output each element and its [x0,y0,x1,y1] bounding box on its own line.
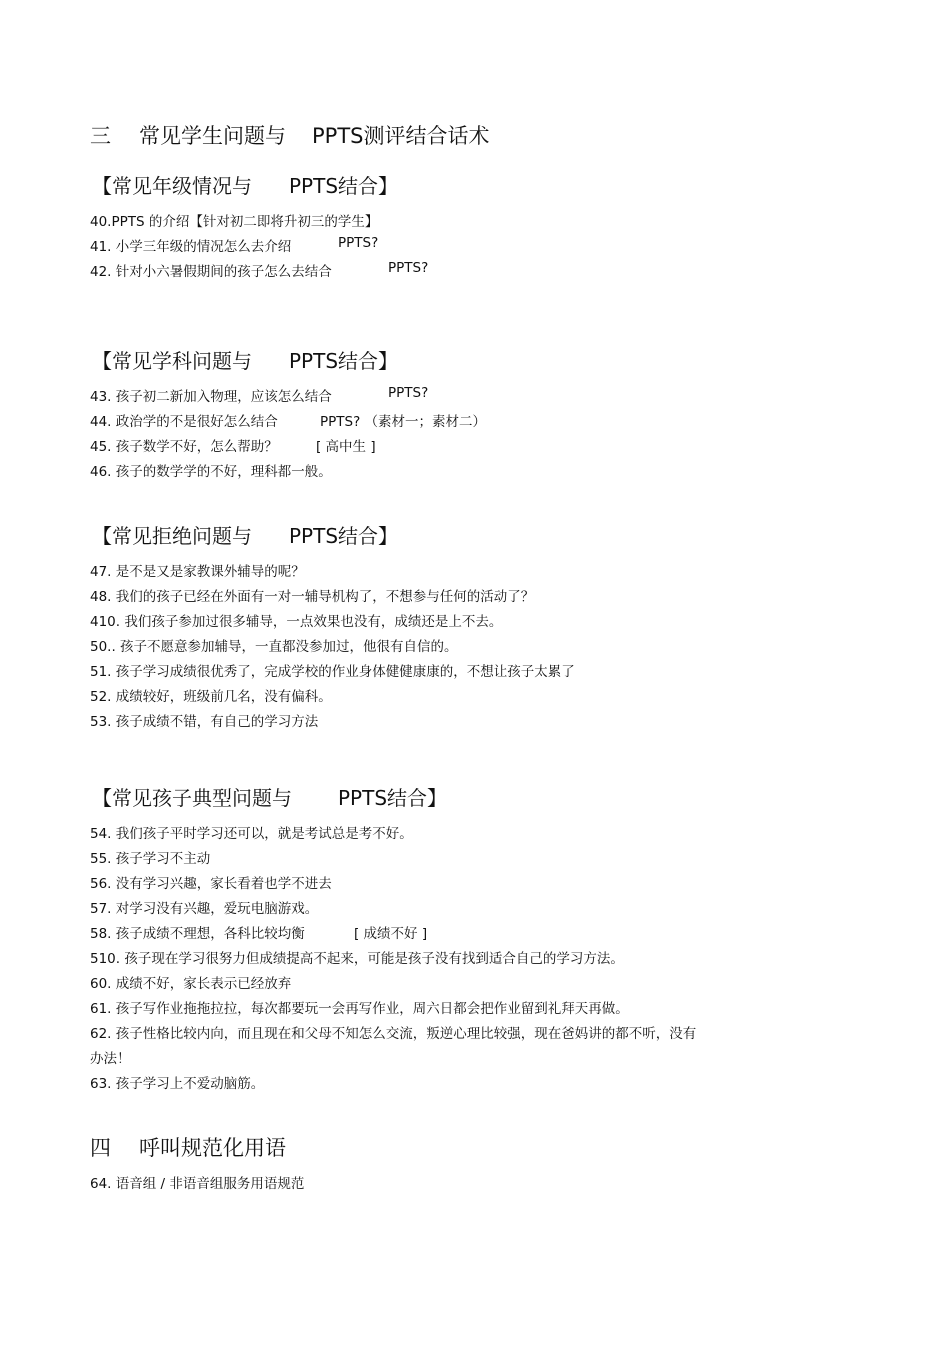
list-item: 40.PPTS 的介绍【针对初二即将升初三的学生】 [90,214,379,230]
refusal-heading-right: PPTS结合】 [289,524,399,548]
part3-title-number: 三 [90,124,111,148]
list-item-tail: PPTS? （素材一；素材二） [320,414,487,430]
part4-title-number: 四 [90,1136,111,1160]
subject-heading-right: PPTS结合】 [289,349,399,373]
list-item: 44. 政治学的不是很好怎么结合 [90,414,278,430]
list-item: 53. 孩子成绩不错，有自己的学习方法 [90,714,319,730]
list-item: 64. 语音组 / 非语音组服务用语规范 [90,1176,305,1192]
list-item-continuation: 办法！ [90,1051,131,1067]
list-item: 41. 小学三年级的情况怎么去介绍 [90,239,292,255]
list-item: 60. 成绩不好，家长表示已经放弃 [90,976,292,992]
part3-title-suffix: PPTS测评结合话术 [312,124,490,148]
list-item: 56. 没有学习兴趣，家长看着也学不进去 [90,876,332,892]
list-item: 57. 对学习没有兴趣，爱玩电脑游戏。 [90,901,319,917]
list-item: 51. 孩子学习成绩很优秀了，完成学校的作业身体健健康康的，不想让孩子太累了 [90,664,575,680]
list-item: 55. 孩子学习不主动 [90,851,211,867]
list-item: 42. 针对小六暑假期间的孩子怎么去结合 [90,264,332,280]
list-item: 58. 孩子成绩不理想，各科比较均衡 [90,926,305,942]
list-item: 48. 我们的孩子已经在外面有一对一辅导机构了，不想参与任何的活动了？ [90,589,535,605]
list-item: 47. 是不是又是家教课外辅导的呢？ [90,564,305,580]
list-item: 43. 孩子初二新加入物理，应该怎么结合 [90,389,332,405]
list-item: 52. 成绩较好，班级前几名，没有偏科。 [90,689,332,705]
grade-heading-right: PPTS结合】 [289,174,399,198]
list-item: 62. 孩子性格比较内向，而且现在和父母不知怎么交流，叛逆心理比较强，现在爸妈讲的都不听，没有 [90,1026,697,1042]
list-item-tail: PPTS? [338,235,379,251]
typical-heading-left: 【常见孩子典型问题与 [92,786,292,810]
typical-heading-right: PPTS结合】 [338,786,448,810]
list-item-tail: [ 成绩不好 ] [354,926,428,942]
list-item: 54. 我们孩子平时学习还可以，就是考试总是考不好。 [90,826,413,842]
list-item: 45. 孩子数学不好，怎么帮助？ [90,439,278,455]
list-item-tail: PPTS? [388,260,429,276]
list-item-tail: PPTS? [388,385,429,401]
list-item: 63. 孩子学习上不爱动脑筋。 [90,1076,265,1092]
list-item: 510. 孩子现在学习很努力但成绩提高不起来，可能是孩子没有找到适合自己的学习方法。 [90,951,624,967]
refusal-heading-left: 【常见拒绝问题与 [92,524,252,548]
list-item: 410. 我们孩子参加过很多辅导，一点效果也没有，成绩还是上不去。 [90,614,503,630]
list-item-tail: [ 高中生 ] [316,439,376,455]
part3-title-text: 常见学生问题与 [139,124,286,148]
list-item: 61. 孩子写作业拖拖拉拉，每次都要玩一会再写作业，周六日都会把作业留到礼拜天再做。 [90,1001,629,1017]
subject-heading-left: 【常见学科问题与 [92,349,252,373]
list-item: 50.. 孩子不愿意参加辅导，一直都没参加过，他很有自信的。 [90,639,458,655]
part4-title-text: 呼叫规范化用语 [139,1136,286,1160]
grade-heading-left: 【常见年级情况与 [92,174,252,198]
list-item: 46. 孩子的数学学的不好，理科都一般。 [90,464,332,480]
